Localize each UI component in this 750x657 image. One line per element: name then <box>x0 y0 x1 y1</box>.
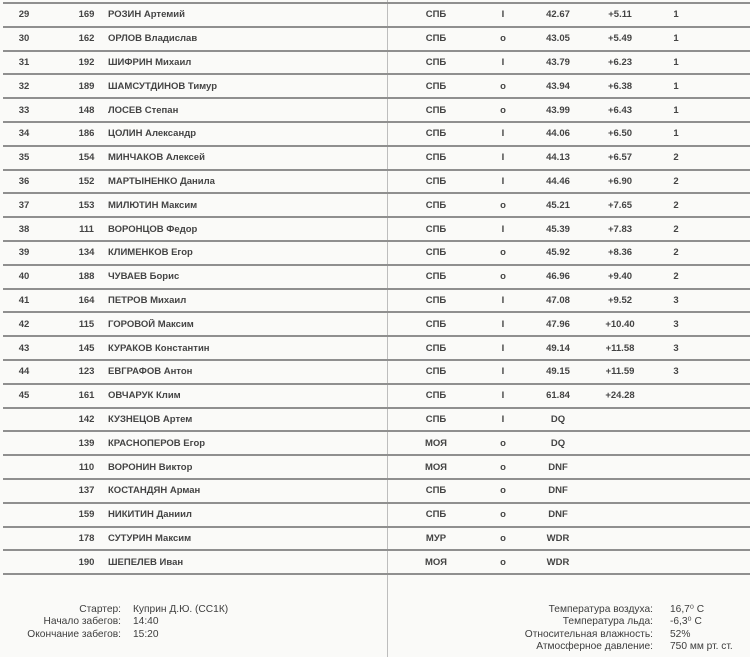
cell-group: 3 <box>673 342 679 354</box>
cell-diff: +11.58 <box>605 342 635 354</box>
cell-lane: I <box>501 223 505 235</box>
cell-time: DNF <box>548 485 568 497</box>
table-row <box>3 192 750 216</box>
cell-lane: I <box>501 9 505 21</box>
cell-group: 2 <box>673 247 679 259</box>
cell-name: РОЗИН Артемий <box>108 9 185 21</box>
cell-bib: 153 <box>78 199 95 211</box>
footer-line <box>420 641 733 653</box>
cell-place: 34 <box>18 128 30 140</box>
cell-place: 37 <box>18 199 30 211</box>
cell-place: 32 <box>18 80 30 92</box>
cell-bib: 152 <box>78 175 95 187</box>
cell-diff: +6.38 <box>607 80 633 92</box>
cell-time: 44.06 <box>546 128 570 140</box>
cell-group: 1 <box>673 80 679 92</box>
cell-bib: 137 <box>78 485 95 497</box>
footer-value: 16,7⁰ C <box>670 604 705 615</box>
cell-group: 2 <box>673 175 679 187</box>
cell-team: СПБ <box>425 56 447 68</box>
cell-team: СПБ <box>425 390 447 402</box>
cell-place: 39 <box>18 247 30 259</box>
cell-name: МИЛЮТИН Максим <box>108 199 198 211</box>
cell-lane: o <box>500 247 506 259</box>
cell-lane: o <box>500 509 506 521</box>
cell-team: СПБ <box>425 485 447 497</box>
table-row <box>3 430 750 454</box>
footer-label: Температура воздуха: <box>548 604 653 615</box>
cell-lane: I <box>501 56 505 68</box>
cell-group: 3 <box>673 366 679 378</box>
cell-bib: 159 <box>78 509 95 521</box>
footer-label: Температура льда: <box>562 616 653 628</box>
cell-bib: 139 <box>78 437 95 449</box>
cell-place: 40 <box>18 271 30 283</box>
cell-group: 3 <box>673 318 679 330</box>
cell-lane: o <box>500 33 506 45</box>
cell-lane: o <box>500 485 506 497</box>
table-row <box>3 526 750 550</box>
table-row <box>3 240 750 264</box>
cell-group: 2 <box>673 152 679 164</box>
cell-time: 44.46 <box>546 175 570 187</box>
cell-diff: +9.52 <box>607 294 633 306</box>
cell-name: НИКИТИН Даниил <box>108 509 192 521</box>
cell-time: DNF <box>548 509 568 521</box>
cell-team: СПБ <box>425 80 447 92</box>
cell-lane: I <box>501 128 505 140</box>
cell-team: СПБ <box>425 509 447 521</box>
cell-name: ГОРОВОЙ Максим <box>108 318 194 330</box>
cell-group: 1 <box>673 33 679 45</box>
cell-time: 42.67 <box>546 9 570 21</box>
cell-group: 1 <box>673 9 679 21</box>
cell-lane: o <box>500 271 506 283</box>
cell-lane: I <box>501 366 505 378</box>
cell-bib: 189 <box>78 80 95 92</box>
cell-team: СПБ <box>425 223 447 235</box>
table-row <box>3 97 750 121</box>
cell-bib: 190 <box>78 556 95 568</box>
cell-diff: +6.50 <box>607 128 633 140</box>
footer-line <box>18 616 228 628</box>
cell-time: 43.94 <box>546 80 570 92</box>
footer-conditions-block <box>420 604 733 654</box>
cell-diff: +5.49 <box>607 33 633 45</box>
footer-officials-block <box>18 604 228 641</box>
footer-value: 15:20 <box>133 628 159 640</box>
cell-diff: +7.83 <box>607 223 633 235</box>
cell-place: 30 <box>18 33 30 45</box>
cell-team: СПБ <box>425 9 447 21</box>
cell-team: МОЯ <box>424 437 447 449</box>
footer-value: Куприн Д.Ю. (СС1К) <box>133 604 229 615</box>
table-row <box>3 502 750 526</box>
cell-place: 38 <box>18 223 30 235</box>
cell-lane: I <box>501 390 505 402</box>
cell-diff: +6.43 <box>607 104 633 116</box>
cell-group: 1 <box>673 128 679 140</box>
cell-name: КЛИМЕНКОВ Егор <box>108 247 193 259</box>
cell-lane: I <box>501 318 505 330</box>
cell-team: СПБ <box>425 152 447 164</box>
cell-time: WDR <box>546 532 570 544</box>
cell-diff: +6.23 <box>607 56 633 68</box>
cell-diff: +9.40 <box>607 271 633 283</box>
cell-bib: 148 <box>78 104 95 116</box>
cell-team: СПБ <box>425 175 447 187</box>
cell-group: 3 <box>673 294 679 306</box>
cell-place: 36 <box>18 175 30 187</box>
cell-name: ОРЛОВ Владислав <box>108 33 198 45</box>
cell-lane: o <box>500 437 506 449</box>
footer-label: Стартер: <box>79 604 121 615</box>
cell-time: 45.21 <box>546 199 570 211</box>
cell-bib: 192 <box>78 56 95 68</box>
cell-lane: o <box>500 199 506 211</box>
cell-bib: 134 <box>78 247 95 259</box>
footer-label: Окончание забегов: <box>27 628 121 640</box>
cell-group: 2 <box>673 199 679 211</box>
cell-team: СПБ <box>425 104 447 116</box>
footer-label: Начало забегов: <box>43 616 121 628</box>
cell-time: DQ <box>550 437 566 449</box>
cell-place: 42 <box>18 318 30 330</box>
cell-diff: +24.28 <box>605 390 635 402</box>
cell-team: МОЯ <box>424 556 447 568</box>
table-row <box>3 288 750 312</box>
cell-team: МОЯ <box>424 461 447 473</box>
cell-time: 47.96 <box>546 318 570 330</box>
cell-name: ШИФРИН Михаил <box>108 56 192 68</box>
footer-line <box>18 629 228 641</box>
cell-name: ШЕПЕЛЕВ Иван <box>108 556 184 568</box>
cell-name: ЦОЛИН Александр <box>108 128 197 140</box>
table-row <box>3 50 750 74</box>
table-row <box>3 169 750 193</box>
cell-place: 44 <box>18 366 30 378</box>
table-row <box>3 121 750 145</box>
cell-group: 1 <box>673 104 679 116</box>
cell-place: 45 <box>18 390 30 402</box>
cell-name: КОСТАНДЯН Арман <box>108 485 201 497</box>
cell-name: ВОРОНЦОВ Федор <box>108 223 198 235</box>
footer-value: 14:40 <box>133 616 159 628</box>
table-row <box>3 264 750 288</box>
cell-place: 33 <box>18 104 30 116</box>
cell-lane: I <box>501 413 505 425</box>
cell-time: DNF <box>548 461 568 473</box>
cell-time: 49.15 <box>546 366 570 378</box>
cell-group: 1 <box>673 56 679 68</box>
cell-diff: +10.40 <box>605 318 635 330</box>
table-row <box>3 145 750 169</box>
cell-lane: o <box>500 556 506 568</box>
cell-name: ЕВГРАФОВ Антон <box>108 366 193 378</box>
cell-lane: o <box>500 104 506 116</box>
cell-name: МИНЧАКОВ Алексей <box>108 152 205 164</box>
cell-bib: 162 <box>78 33 95 45</box>
cell-bib: 186 <box>78 128 95 140</box>
cell-group: 2 <box>673 271 679 283</box>
cell-bib: 142 <box>78 413 95 425</box>
cell-lane: I <box>501 152 505 164</box>
table-row <box>3 216 750 240</box>
cell-bib: 110 <box>78 461 95 473</box>
cell-bib: 111 <box>79 223 94 235</box>
cell-diff: +6.90 <box>607 175 633 187</box>
cell-name: ШАМСУТДИНОВ Тимур <box>108 80 218 92</box>
cell-name: КРАСНОПЕРОВ Егор <box>108 437 206 449</box>
table-row <box>3 407 750 431</box>
cell-team: СПБ <box>425 247 447 259</box>
cell-time: 45.39 <box>546 223 570 235</box>
cell-diff: +6.57 <box>607 152 633 164</box>
table-row <box>3 359 750 383</box>
cell-place: 31 <box>18 56 30 68</box>
cell-team: СПБ <box>425 413 447 425</box>
cell-time: 47.08 <box>546 294 570 306</box>
cell-team: СПБ <box>425 366 447 378</box>
cell-time: 43.99 <box>546 104 570 116</box>
cell-place: 35 <box>18 152 30 164</box>
cell-lane: o <box>500 461 506 473</box>
cell-place: 41 <box>18 294 30 306</box>
cell-time: 45.92 <box>546 247 570 259</box>
cell-diff: +8.36 <box>607 247 633 259</box>
cell-time: 49.14 <box>546 342 570 354</box>
cell-time: 44.13 <box>546 152 570 164</box>
cell-name: МАРТЫНЕНКО Данила <box>108 175 215 187</box>
cell-team: СПБ <box>425 271 447 283</box>
cell-lane: I <box>501 175 505 187</box>
footer-line <box>420 604 733 616</box>
cell-name: КУЗНЕЦОВ Артем <box>108 413 193 425</box>
table-row <box>3 549 750 573</box>
cell-bib: 154 <box>78 152 95 164</box>
table-row <box>3 26 750 50</box>
cell-bib: 188 <box>78 271 95 283</box>
cell-name: КУРАКОВ Константин <box>108 342 210 354</box>
cell-bib: 161 <box>78 390 95 402</box>
cell-bib: 145 <box>78 342 95 354</box>
cell-name: ОВЧАРУК Клим <box>108 390 181 402</box>
cell-name: ПЕТРОВ Михаил <box>108 294 187 306</box>
footer-line <box>420 616 733 628</box>
table-row <box>3 454 750 478</box>
table-row <box>3 311 750 335</box>
footer-value: 52% <box>670 628 691 640</box>
cell-lane: o <box>500 532 506 544</box>
cell-bib: 169 <box>78 9 95 21</box>
cell-time: 43.05 <box>546 33 570 45</box>
cell-lane: I <box>501 294 505 306</box>
table-row <box>3 335 750 359</box>
cell-team: СПБ <box>425 33 447 45</box>
cell-name: ЧУВАЕВ Борис <box>108 271 180 283</box>
cell-time: DQ <box>550 413 566 425</box>
table-row <box>3 478 750 502</box>
cell-place: 43 <box>18 342 30 354</box>
footer-label: Атмосферное давление: <box>536 641 653 653</box>
results-table <box>3 2 750 575</box>
cell-time: 43.79 <box>546 56 570 68</box>
cell-bib: 115 <box>78 318 95 330</box>
cell-group: 2 <box>673 223 679 235</box>
cell-place: 29 <box>18 9 30 21</box>
cell-lane: o <box>500 80 506 92</box>
cell-diff: +7.65 <box>607 199 633 211</box>
cell-team: СПБ <box>425 128 447 140</box>
footer-value: 750 мм рт. ст. <box>670 641 733 653</box>
cell-name: СУТУРИН Максим <box>108 532 192 544</box>
footer-value: -6,3⁰ C <box>670 616 702 628</box>
footer-line <box>420 629 733 641</box>
cell-bib: 123 <box>78 366 95 378</box>
cell-diff: +11.59 <box>605 366 635 378</box>
cell-time: WDR <box>546 556 570 568</box>
cell-time: 61.84 <box>546 390 570 402</box>
table-row <box>3 383 750 407</box>
cell-team: СПБ <box>425 318 447 330</box>
cell-bib: 164 <box>78 294 95 306</box>
cell-time: 46.96 <box>546 271 570 283</box>
cell-team: МУР <box>425 532 447 544</box>
cell-lane: I <box>501 342 505 354</box>
table-row <box>3 73 750 97</box>
cell-team: СПБ <box>425 294 447 306</box>
cell-diff: +5.11 <box>608 9 632 21</box>
footer-line <box>18 604 228 616</box>
table-row <box>3 2 750 26</box>
cell-team: СПБ <box>425 342 447 354</box>
footer-label: Относительная влажность: <box>524 628 653 640</box>
cell-bib: 178 <box>78 532 95 544</box>
cell-name: ВОРОНИН Виктор <box>108 461 193 473</box>
cell-name: ЛОСЕВ Степан <box>108 104 179 116</box>
cell-team: СПБ <box>425 199 447 211</box>
